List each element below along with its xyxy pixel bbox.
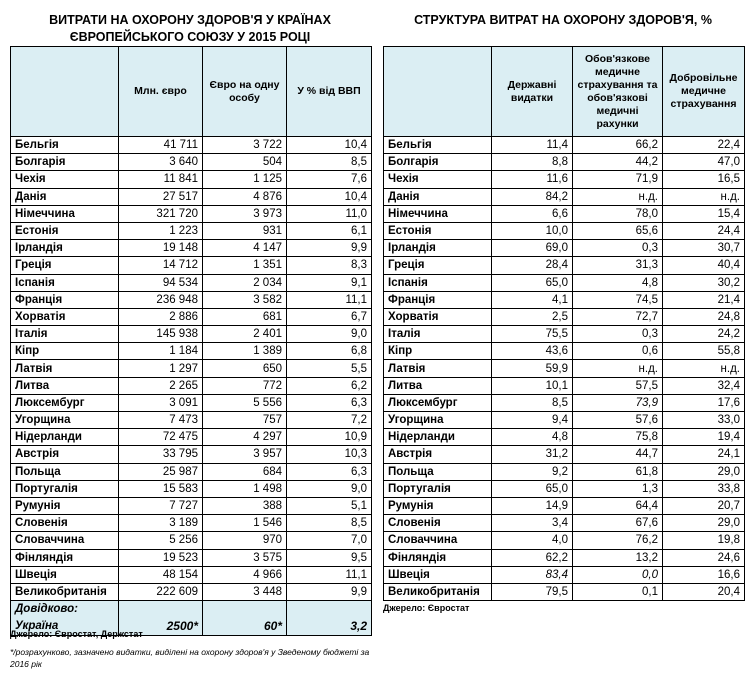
table-cell: 8,5 xyxy=(492,394,573,411)
table-row xyxy=(11,137,372,154)
country-name: Болгарія xyxy=(384,154,492,171)
table-cell: 4 876 xyxy=(203,188,287,205)
table-cell: 30,2 xyxy=(663,274,745,291)
table-cell: 65,0 xyxy=(492,480,573,497)
table-cell: 16,6 xyxy=(663,566,745,583)
table-cell: 4 966 xyxy=(203,566,287,583)
table-cell: 3 448 xyxy=(203,583,287,600)
table-cell: 0,0 xyxy=(573,566,663,583)
table-cell: 78,0 xyxy=(573,205,663,222)
country-name: Польща xyxy=(11,463,119,480)
table-row xyxy=(384,360,745,377)
table-cell: 40,4 xyxy=(663,257,745,274)
table-cell: 650 xyxy=(203,360,287,377)
table-row xyxy=(384,308,745,325)
table-row xyxy=(11,497,372,514)
country-name: Бельгія xyxy=(384,137,492,154)
table-cell: 11,0 xyxy=(287,205,372,222)
table-cell: 6,1 xyxy=(287,222,372,239)
table-cell: 9,2 xyxy=(492,463,573,480)
table-cell: 75,8 xyxy=(573,429,663,446)
table-row xyxy=(11,154,372,171)
table-cell: 0,6 xyxy=(573,343,663,360)
country-name: Естонія xyxy=(384,222,492,239)
right-table-title: СТРУКТУРА ВИТРАТ НА ОХОРОНУ ЗДОРОВ'Я, % xyxy=(414,13,712,27)
table-cell: 388 xyxy=(203,497,287,514)
table-row xyxy=(11,308,372,325)
table-cell: 1 184 xyxy=(119,343,203,360)
table-row xyxy=(11,566,372,583)
table-cell: 8,8 xyxy=(492,154,573,171)
table-cell: 5 256 xyxy=(119,532,203,549)
header-blank xyxy=(384,47,492,137)
table-cell: 20,4 xyxy=(663,583,745,600)
table-cell: 2,5 xyxy=(492,308,573,325)
table-row xyxy=(11,171,372,188)
table-cell: 222 609 xyxy=(119,583,203,600)
country-name: Греція xyxy=(11,257,119,274)
table-cell: 74,5 xyxy=(573,291,663,308)
country-name: Австрія xyxy=(11,446,119,463)
table-cell: 3,2 xyxy=(287,617,372,636)
table-cell: 75,5 xyxy=(492,326,573,343)
country-name: Великобританія xyxy=(384,583,492,600)
table-cell: 3,4 xyxy=(492,515,573,532)
country-name: Естонія xyxy=(11,222,119,239)
table-row xyxy=(11,515,372,532)
table-cell: 684 xyxy=(203,463,287,480)
table-cell: 4,8 xyxy=(492,429,573,446)
table-row xyxy=(384,137,745,154)
table-row xyxy=(11,257,372,274)
table-cell: 20,7 xyxy=(663,497,745,514)
reference-label: Довідково: xyxy=(11,601,119,618)
table-row xyxy=(11,188,372,205)
table-row xyxy=(384,480,745,497)
header-mandatory-insurance: Обов'язкове медичне страхування та обов'язкові медичні рахунки xyxy=(573,47,663,137)
country-name: Латвія xyxy=(11,360,119,377)
table-cell: 94 534 xyxy=(119,274,203,291)
header-blank xyxy=(11,47,119,137)
table-cell: 3 722 xyxy=(203,137,287,154)
table-row xyxy=(11,205,372,222)
table-row xyxy=(384,274,745,291)
table-cell: 321 720 xyxy=(119,205,203,222)
table-cell: 22,4 xyxy=(663,137,745,154)
table-cell: 6,3 xyxy=(287,394,372,411)
table-cell: 24,4 xyxy=(663,222,745,239)
table-row xyxy=(384,446,745,463)
table-cell: 41 711 xyxy=(119,137,203,154)
country-name: Швеція xyxy=(11,566,119,583)
header-mln-euro: Млн. євро xyxy=(119,47,203,137)
country-name: Іспанія xyxy=(11,274,119,291)
table-cell: 24,1 xyxy=(663,446,745,463)
country-name: Італія xyxy=(11,326,119,343)
country-name: Кіпр xyxy=(11,343,119,360)
table-cell: 4 297 xyxy=(203,429,287,446)
header-voluntary-insurance: Добровільне медичне страхування xyxy=(663,47,745,137)
table-cell: 15,4 xyxy=(663,205,745,222)
table-row xyxy=(11,412,372,429)
table-row xyxy=(384,188,745,205)
table-row xyxy=(384,343,745,360)
table-cell: 145 938 xyxy=(119,326,203,343)
table-cell: 64,4 xyxy=(573,497,663,514)
table-row xyxy=(11,532,372,549)
table-row xyxy=(384,291,745,308)
country-name: Кіпр xyxy=(384,343,492,360)
table-cell: 7 727 xyxy=(119,497,203,514)
country-name: Португалія xyxy=(11,480,119,497)
table-row xyxy=(11,583,372,600)
header-state-spending: Державні видатки xyxy=(492,47,573,137)
country-name: Болгарія xyxy=(11,154,119,171)
country-name: Португалія xyxy=(384,480,492,497)
country-name: Австрія xyxy=(384,446,492,463)
right-source-note: Джерело: Євростат xyxy=(383,603,470,613)
table-cell: 9,1 xyxy=(287,274,372,291)
table-cell: 7,0 xyxy=(287,532,372,549)
table-cell: 9,0 xyxy=(287,326,372,343)
country-name: Латвія xyxy=(384,360,492,377)
table-cell: 69,0 xyxy=(492,240,573,257)
table-cell: 2500* xyxy=(119,617,203,636)
table-cell: 14 712 xyxy=(119,257,203,274)
table-cell: 681 xyxy=(203,308,287,325)
table-cell: 19 523 xyxy=(119,549,203,566)
country-name: Великобританія xyxy=(11,583,119,600)
table-cell: 8,5 xyxy=(287,154,372,171)
table-cell: 3 091 xyxy=(119,394,203,411)
country-name: Угорщина xyxy=(11,412,119,429)
table-cell: 1 351 xyxy=(203,257,287,274)
table-row xyxy=(384,222,745,239)
table-cell: 1 125 xyxy=(203,171,287,188)
table-cell: 931 xyxy=(203,222,287,239)
table-row xyxy=(384,463,745,480)
country-name: Угорщина xyxy=(384,412,492,429)
country-name: Словенія xyxy=(11,515,119,532)
table-cell: 10,0 xyxy=(492,222,573,239)
table-cell: 48 154 xyxy=(119,566,203,583)
country-name: Данія xyxy=(384,188,492,205)
footnote: */розрахунково, зазначено видатки, виділені на охорону здоров'я у Зведеному бюджеті за 2016 рік xyxy=(10,647,370,669)
table-cell: 17,6 xyxy=(663,394,745,411)
header-euro-per-person: Євро на одну особу xyxy=(203,47,287,137)
table-row xyxy=(384,412,745,429)
table-cell: 14,9 xyxy=(492,497,573,514)
country-name: Франція xyxy=(384,291,492,308)
country-name: Ірландія xyxy=(11,240,119,257)
header-percent-gdp: У % від ВВП xyxy=(287,47,372,137)
table-cell: 13,2 xyxy=(573,549,663,566)
table-row xyxy=(11,326,372,343)
table-cell: 10,3 xyxy=(287,446,372,463)
table-cell: 32,4 xyxy=(663,377,745,394)
table-cell: 60* xyxy=(203,617,287,636)
table-cell: 59,9 xyxy=(492,360,573,377)
table-cell: 3 575 xyxy=(203,549,287,566)
table-cell: 66,2 xyxy=(573,137,663,154)
table-cell: 19,4 xyxy=(663,429,745,446)
table-cell: н.д. xyxy=(663,188,745,205)
table-cell: 24,8 xyxy=(663,308,745,325)
table-row xyxy=(384,205,745,222)
table-cell: 1 546 xyxy=(203,515,287,532)
table-row xyxy=(384,154,745,171)
table-cell: 10,1 xyxy=(492,377,573,394)
country-name: Іспанія xyxy=(384,274,492,291)
table-cell: 3 582 xyxy=(203,291,287,308)
table-row xyxy=(11,394,372,411)
reference-blank xyxy=(203,601,287,618)
table-cell: 15 583 xyxy=(119,480,203,497)
table-row xyxy=(11,429,372,446)
table-cell: 0,1 xyxy=(573,583,663,600)
country-name: Чехія xyxy=(384,171,492,188)
table-cell: 72,7 xyxy=(573,308,663,325)
table-cell: 28,4 xyxy=(492,257,573,274)
country-name: Словенія xyxy=(384,515,492,532)
table-cell: 6,6 xyxy=(492,205,573,222)
table-cell: 6,2 xyxy=(287,377,372,394)
table-cell: 5 556 xyxy=(203,394,287,411)
table-row xyxy=(384,549,745,566)
table-cell: 5,5 xyxy=(287,360,372,377)
table-cell: 772 xyxy=(203,377,287,394)
table-cell: 76,2 xyxy=(573,532,663,549)
table-cell: 4,8 xyxy=(573,274,663,291)
table-row xyxy=(384,240,745,257)
table-cell: 62,2 xyxy=(492,549,573,566)
table-cell: 757 xyxy=(203,412,287,429)
country-name: Польща xyxy=(384,463,492,480)
table-cell: 21,4 xyxy=(663,291,745,308)
table-cell: 27 517 xyxy=(119,188,203,205)
country-name: Бельгія xyxy=(11,137,119,154)
table-cell: 24,6 xyxy=(663,549,745,566)
table-cell: 9,9 xyxy=(287,583,372,600)
country-name: Німеччина xyxy=(11,205,119,222)
table-cell: 11,6 xyxy=(492,171,573,188)
table-cell: 3 189 xyxy=(119,515,203,532)
table-cell: 30,7 xyxy=(663,240,745,257)
country-name: Німеччина xyxy=(384,205,492,222)
table-row xyxy=(11,222,372,239)
table-cell: 10,9 xyxy=(287,429,372,446)
health-spending-table xyxy=(10,46,372,636)
table-cell: 6,3 xyxy=(287,463,372,480)
table-row xyxy=(384,326,745,343)
table-cell: 31,2 xyxy=(492,446,573,463)
country-name: Фінляндія xyxy=(11,549,119,566)
table-row xyxy=(384,394,745,411)
country-name: Ірландія xyxy=(384,240,492,257)
table-cell: 3 957 xyxy=(203,446,287,463)
country-name: Нідерланди xyxy=(11,429,119,446)
country-name: Люксембург xyxy=(11,394,119,411)
table-cell: 7,6 xyxy=(287,171,372,188)
table-row xyxy=(384,532,745,549)
table-cell: 55,8 xyxy=(663,343,745,360)
country-name: Румунія xyxy=(11,497,119,514)
table-cell: 11,1 xyxy=(287,566,372,583)
reference-blank xyxy=(287,601,372,618)
table-row xyxy=(384,429,745,446)
country-name: Данія xyxy=(11,188,119,205)
table-cell: 24,2 xyxy=(663,326,745,343)
table-row xyxy=(384,497,745,514)
table-cell: 0,3 xyxy=(573,326,663,343)
table-cell: 47,0 xyxy=(663,154,745,171)
table-cell: 3 640 xyxy=(119,154,203,171)
table-row xyxy=(384,257,745,274)
table-cell: 33,0 xyxy=(663,412,745,429)
table-row xyxy=(11,360,372,377)
left-source-note: Джерело: Євростат, Держстат xyxy=(10,629,143,639)
table-cell: 33,8 xyxy=(663,480,745,497)
reference-blank xyxy=(119,601,203,618)
table-cell: 2 886 xyxy=(119,308,203,325)
table-cell: 65,6 xyxy=(573,222,663,239)
table-cell: 6,7 xyxy=(287,308,372,325)
table-cell: 1 297 xyxy=(119,360,203,377)
table-row xyxy=(384,566,745,583)
table-row xyxy=(11,291,372,308)
table-row xyxy=(384,171,745,188)
table-row xyxy=(11,463,372,480)
table-cell: 57,6 xyxy=(573,412,663,429)
table-cell: 5,1 xyxy=(287,497,372,514)
country-name: Хорватія xyxy=(11,308,119,325)
country-name: Нідерланди xyxy=(384,429,492,446)
table-row xyxy=(11,240,372,257)
table-cell: 2 034 xyxy=(203,274,287,291)
country-name: Франція xyxy=(11,291,119,308)
country-name: Греція xyxy=(384,257,492,274)
table-cell: 16,5 xyxy=(663,171,745,188)
table-cell: 72 475 xyxy=(119,429,203,446)
table-cell: 65,0 xyxy=(492,274,573,291)
table-cell: 4,1 xyxy=(492,291,573,308)
table-row xyxy=(384,377,745,394)
country-name: Люксембург xyxy=(384,394,492,411)
table-cell: 1 498 xyxy=(203,480,287,497)
country-name: Словаччина xyxy=(384,532,492,549)
health-spending-structure-table xyxy=(383,46,745,601)
table-cell: 44,2 xyxy=(573,154,663,171)
table-cell: 83,4 xyxy=(492,566,573,583)
reference-row xyxy=(11,601,372,618)
table-cell: 504 xyxy=(203,154,287,171)
table-cell: 29,0 xyxy=(663,463,745,480)
table-cell: 7 473 xyxy=(119,412,203,429)
table-cell: 19,8 xyxy=(663,532,745,549)
table-row xyxy=(11,480,372,497)
table-cell: 9,4 xyxy=(492,412,573,429)
table-cell: 25 987 xyxy=(119,463,203,480)
table-cell: 61,8 xyxy=(573,463,663,480)
table-cell: 73,9 xyxy=(573,394,663,411)
country-name: Фінляндія xyxy=(384,549,492,566)
table-cell: 970 xyxy=(203,532,287,549)
table-cell: н.д. xyxy=(573,188,663,205)
table-cell: 6,8 xyxy=(287,343,372,360)
table-cell: 10,4 xyxy=(287,188,372,205)
country-name: Румунія xyxy=(384,497,492,514)
table-cell: 236 948 xyxy=(119,291,203,308)
table-cell: 29,0 xyxy=(663,515,745,532)
table-cell: 71,9 xyxy=(573,171,663,188)
country-name: Литва xyxy=(384,377,492,394)
country-name: Чехія xyxy=(11,171,119,188)
table-cell: 4 147 xyxy=(203,240,287,257)
table-cell: 31,3 xyxy=(573,257,663,274)
table-row xyxy=(11,549,372,566)
table-cell: 19 148 xyxy=(119,240,203,257)
table-row xyxy=(11,446,372,463)
table-cell: 10,4 xyxy=(287,137,372,154)
table-cell: 67,6 xyxy=(573,515,663,532)
table-cell: 4,0 xyxy=(492,532,573,549)
table-cell: 11,1 xyxy=(287,291,372,308)
table-cell: 2 401 xyxy=(203,326,287,343)
table-cell: 57,5 xyxy=(573,377,663,394)
table-cell: 8,3 xyxy=(287,257,372,274)
table-cell: 8,5 xyxy=(287,515,372,532)
table-cell: 0,3 xyxy=(573,240,663,257)
table-cell: 7,2 xyxy=(287,412,372,429)
table-cell: 1 389 xyxy=(203,343,287,360)
left-table-title: ВИТРАТИ НА ОХОРОНУ ЗДОРОВ'Я У КРАЇНАХ ЄВРОПЕЙСЬКОГО СОЮЗУ У 2015 РОЦІ xyxy=(49,13,331,44)
table-cell: 84,2 xyxy=(492,188,573,205)
table-cell: 33 795 xyxy=(119,446,203,463)
table-cell: 9,5 xyxy=(287,549,372,566)
country-name: Швеція xyxy=(384,566,492,583)
table-cell: 9,9 xyxy=(287,240,372,257)
table-cell: 3 973 xyxy=(203,205,287,222)
table-cell: 2 265 xyxy=(119,377,203,394)
table-cell: 1,3 xyxy=(573,480,663,497)
country-name: Словаччина xyxy=(11,532,119,549)
country-name: Хорватія xyxy=(384,308,492,325)
table-cell: н.д. xyxy=(573,360,663,377)
table-cell: 79,5 xyxy=(492,583,573,600)
table-cell: н.д. xyxy=(663,360,745,377)
table-cell: 11,4 xyxy=(492,137,573,154)
country-name: Італія xyxy=(384,326,492,343)
table-cell: 9,0 xyxy=(287,480,372,497)
table-cell: 1 223 xyxy=(119,222,203,239)
table-row xyxy=(11,343,372,360)
country-name: Литва xyxy=(11,377,119,394)
table-row xyxy=(384,583,745,600)
table-row xyxy=(11,274,372,291)
table-row xyxy=(384,515,745,532)
table-cell: 11 841 xyxy=(119,171,203,188)
table-row xyxy=(11,377,372,394)
table-cell: 43,6 xyxy=(492,343,573,360)
table-cell: 44,7 xyxy=(573,446,663,463)
country-name: Україна xyxy=(11,617,119,636)
